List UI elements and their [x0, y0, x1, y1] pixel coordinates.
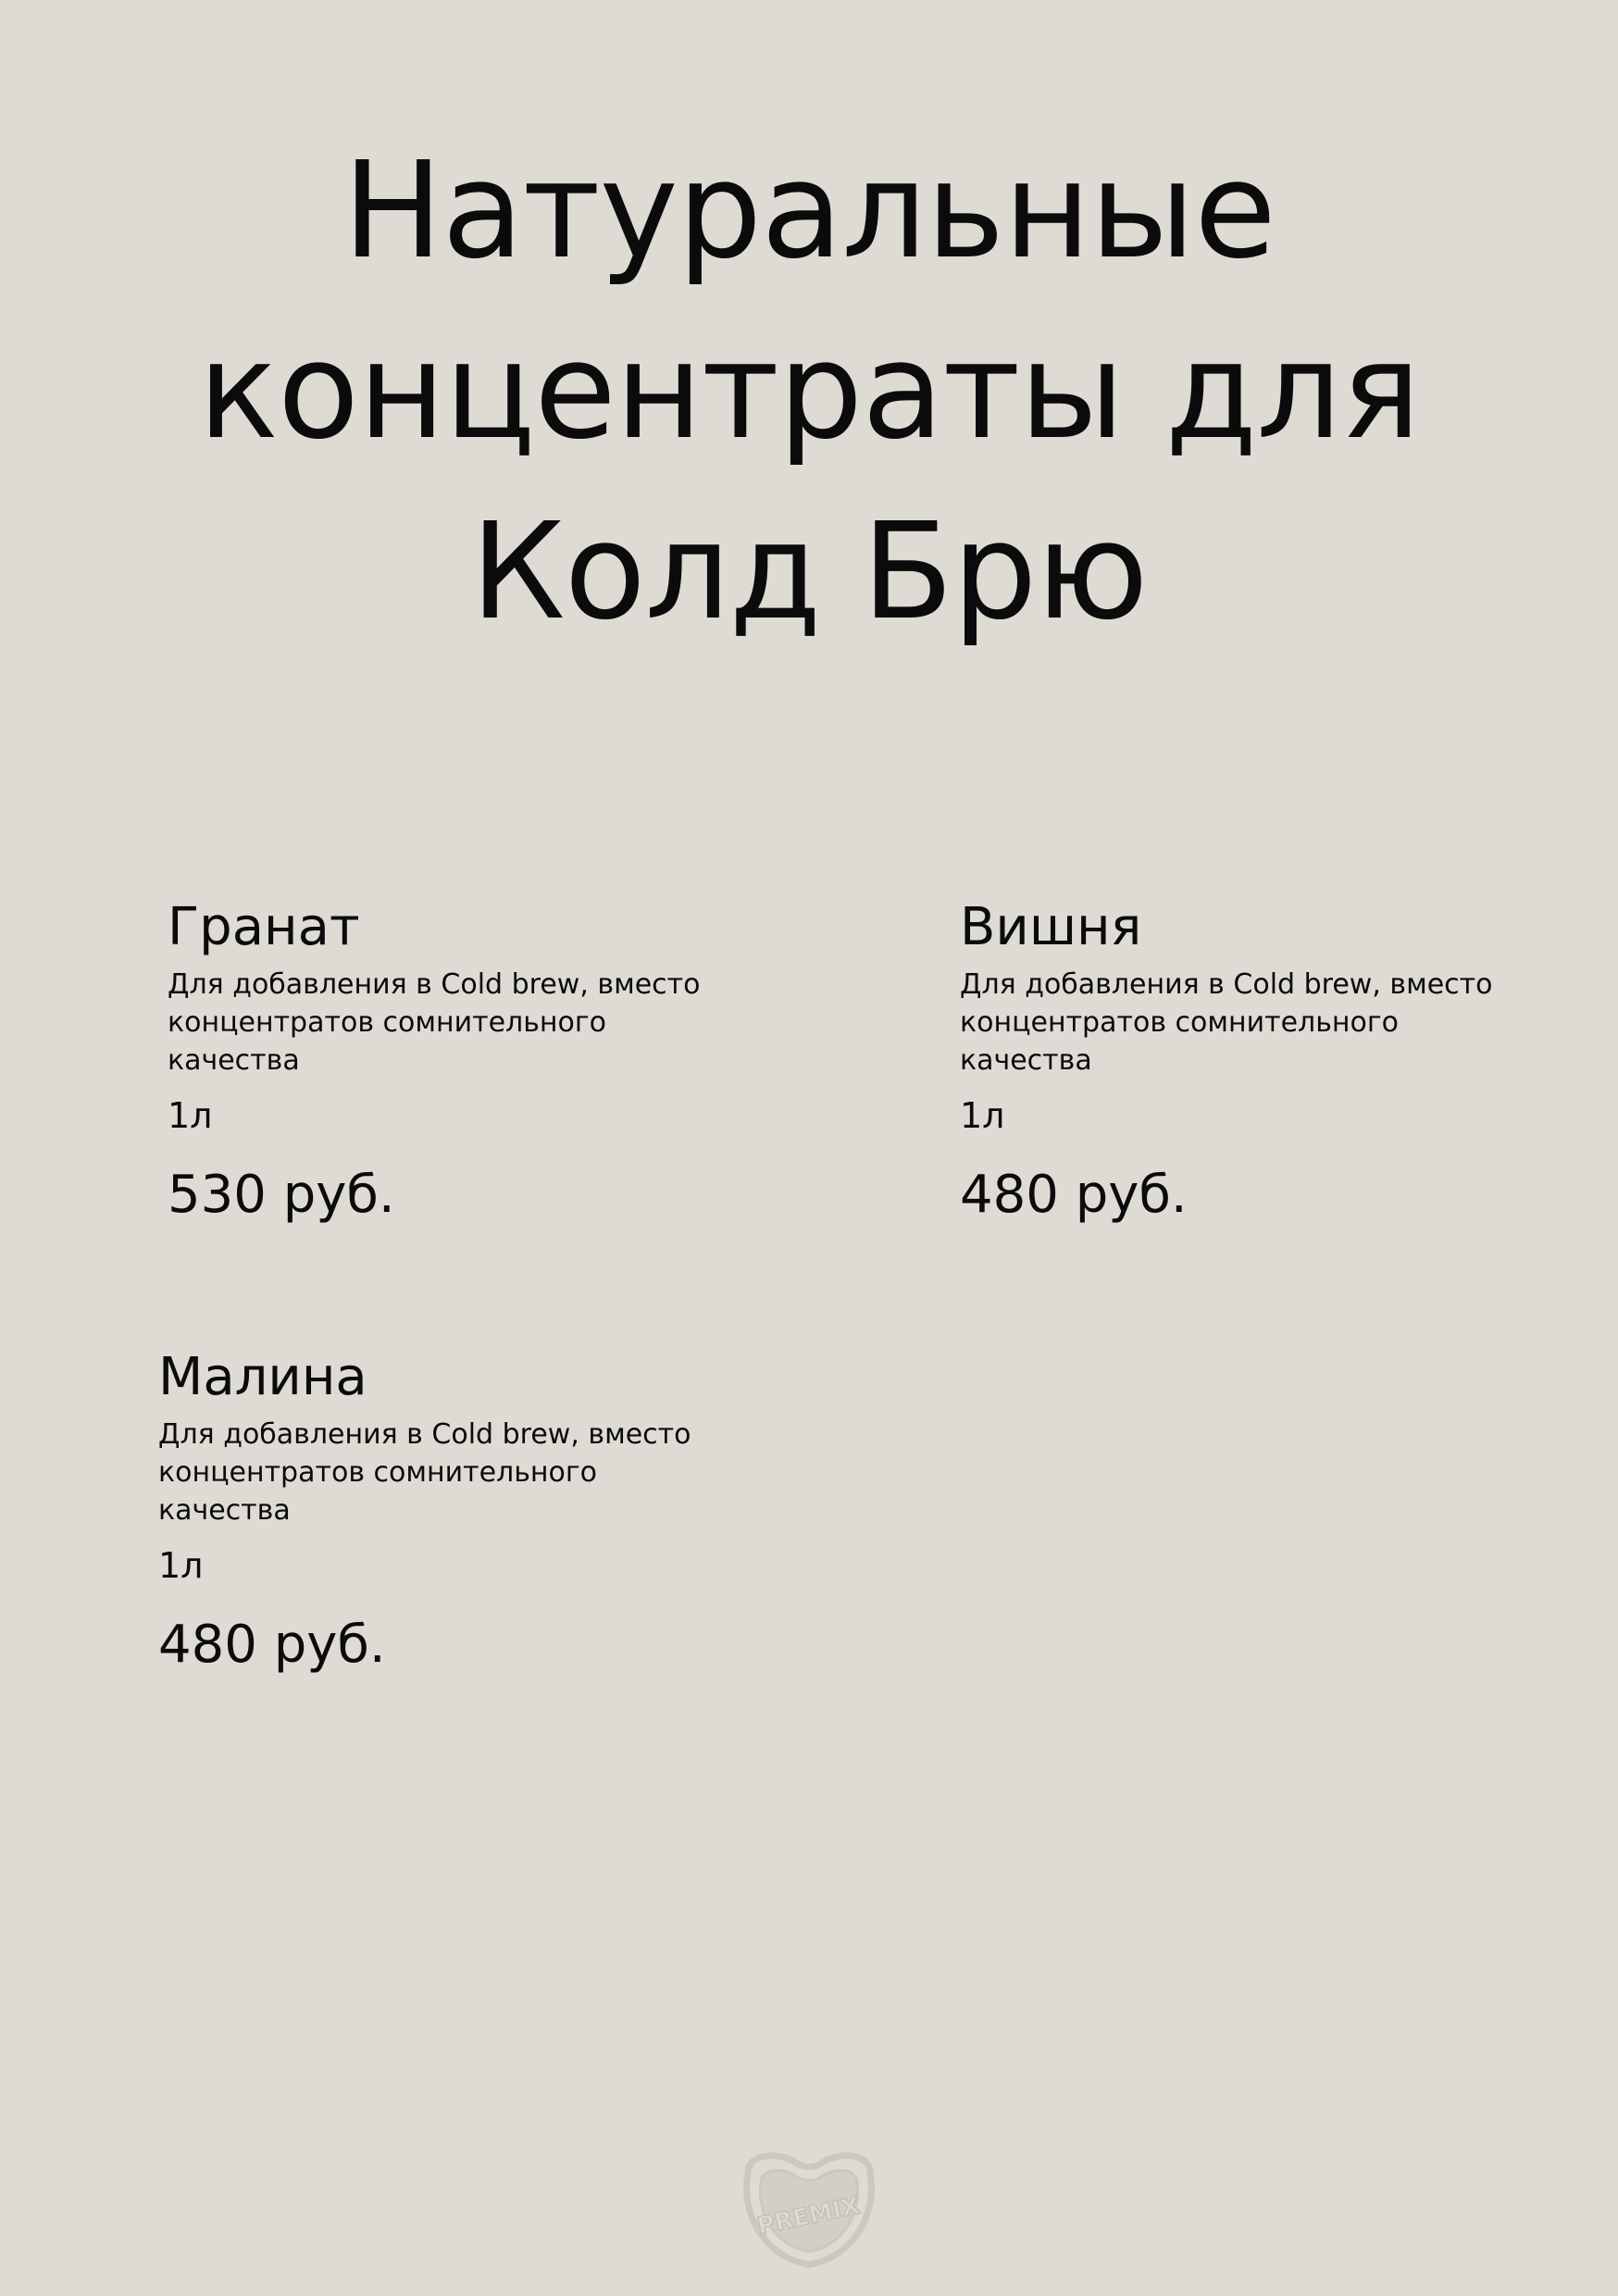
- title-line-3: Колд Брю: [470, 493, 1148, 649]
- premix-logo-icon: [739, 2146, 879, 2272]
- product-price: 530 руб.: [168, 1165, 395, 1225]
- product-volume: 1л: [158, 1545, 204, 1586]
- product-card-raspberry: [158, 1345, 732, 1678]
- product-name: Гранат: [168, 897, 360, 957]
- product-description: Для добавления в Cold brew, вместо концентратов сомнительного качества: [960, 968, 1493, 1077]
- page-title: [0, 120, 1618, 662]
- product-volume: 1л: [168, 1095, 213, 1136]
- product-description: Для добавления в Cold brew, вместо концентратов сомнительного качества: [168, 968, 701, 1077]
- product-volume: 1л: [960, 1095, 1005, 1136]
- title-line-1: Натуральные: [342, 132, 1276, 288]
- product-name: Малина: [158, 1347, 367, 1407]
- title-line-2: концентраты для: [197, 313, 1421, 468]
- product-description: Для добавления в Cold brew, вместо концентратов сомнительного качества: [158, 1418, 691, 1527]
- product-card-cherry: [960, 895, 1534, 1228]
- product-name: Вишня: [960, 897, 1142, 957]
- logo-text: PREMIX: [754, 2191, 863, 2241]
- product-card-pomegranate: [168, 895, 741, 1228]
- product-price: 480 руб.: [960, 1165, 1188, 1225]
- product-price: 480 руб.: [158, 1615, 386, 1675]
